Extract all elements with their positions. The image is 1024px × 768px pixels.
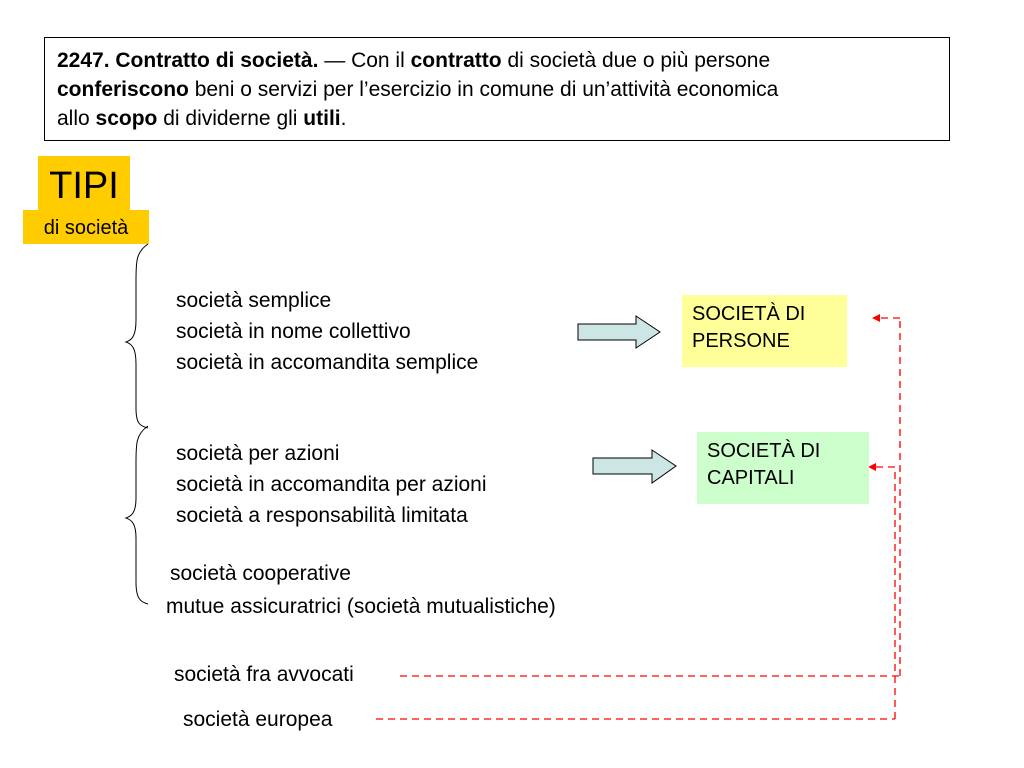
list-item: società in nome collettivo	[176, 320, 411, 343]
group-capitali-list	[176, 438, 487, 531]
box-line: PERSONE	[692, 330, 790, 352]
tipi-subtitle: di società	[23, 210, 149, 244]
europea-label: società europea	[183, 708, 333, 731]
definition-text-4: allo	[57, 107, 96, 130]
list-item: società semplice	[176, 289, 332, 312]
keyword-contratto: contratto	[410, 49, 502, 72]
keyword-conferiscono: conferiscono	[57, 78, 189, 101]
definition-box	[44, 37, 950, 141]
dashed-arrowhead-persone-icon	[872, 314, 880, 322]
brace-capitali-icon	[126, 426, 148, 604]
definition-period: .	[340, 107, 347, 130]
definition-text-2: di società due o più persone	[501, 49, 771, 72]
list-item: società per azioni	[176, 442, 340, 465]
arrow-to-capitali-icon	[593, 450, 676, 483]
societa-di-persone-box	[682, 295, 847, 367]
definition-text-3: beni o servizi per l’esercizio in comune di un’attività economica	[188, 78, 779, 101]
societa-di-capitali-box	[697, 432, 869, 504]
box-line: SOCIETÀ DI	[707, 440, 821, 462]
box-line: CAPITALI	[707, 467, 795, 489]
keyword-utili: utili	[303, 107, 341, 130]
article-title: 2247. Contratto di società.	[57, 49, 319, 72]
brace-persone-icon	[126, 244, 148, 428]
list-item: società in accomandita semplice	[176, 351, 479, 374]
avvocati-label: società fra avvocati	[174, 663, 354, 686]
definition-text-5: di dividerne gli	[157, 107, 304, 130]
dashed-arrowhead-capitali-icon	[868, 463, 876, 471]
list-item: società in accomandita per azioni	[176, 473, 487, 496]
arrow-to-persone-icon	[578, 316, 660, 348]
definition-text-1: — Con il	[318, 49, 411, 72]
mutue-label: mutue assicuratrici (società mutualistiche)	[166, 595, 556, 618]
list-item: società a responsabilità limitata	[176, 504, 468, 527]
box-line: SOCIETÀ DI	[692, 303, 806, 325]
tipi-badge: TIPI	[38, 156, 130, 214]
cooperative-label: società cooperative	[170, 562, 351, 585]
keyword-scopo: scopo	[95, 107, 158, 130]
group-persone-list	[176, 285, 478, 378]
